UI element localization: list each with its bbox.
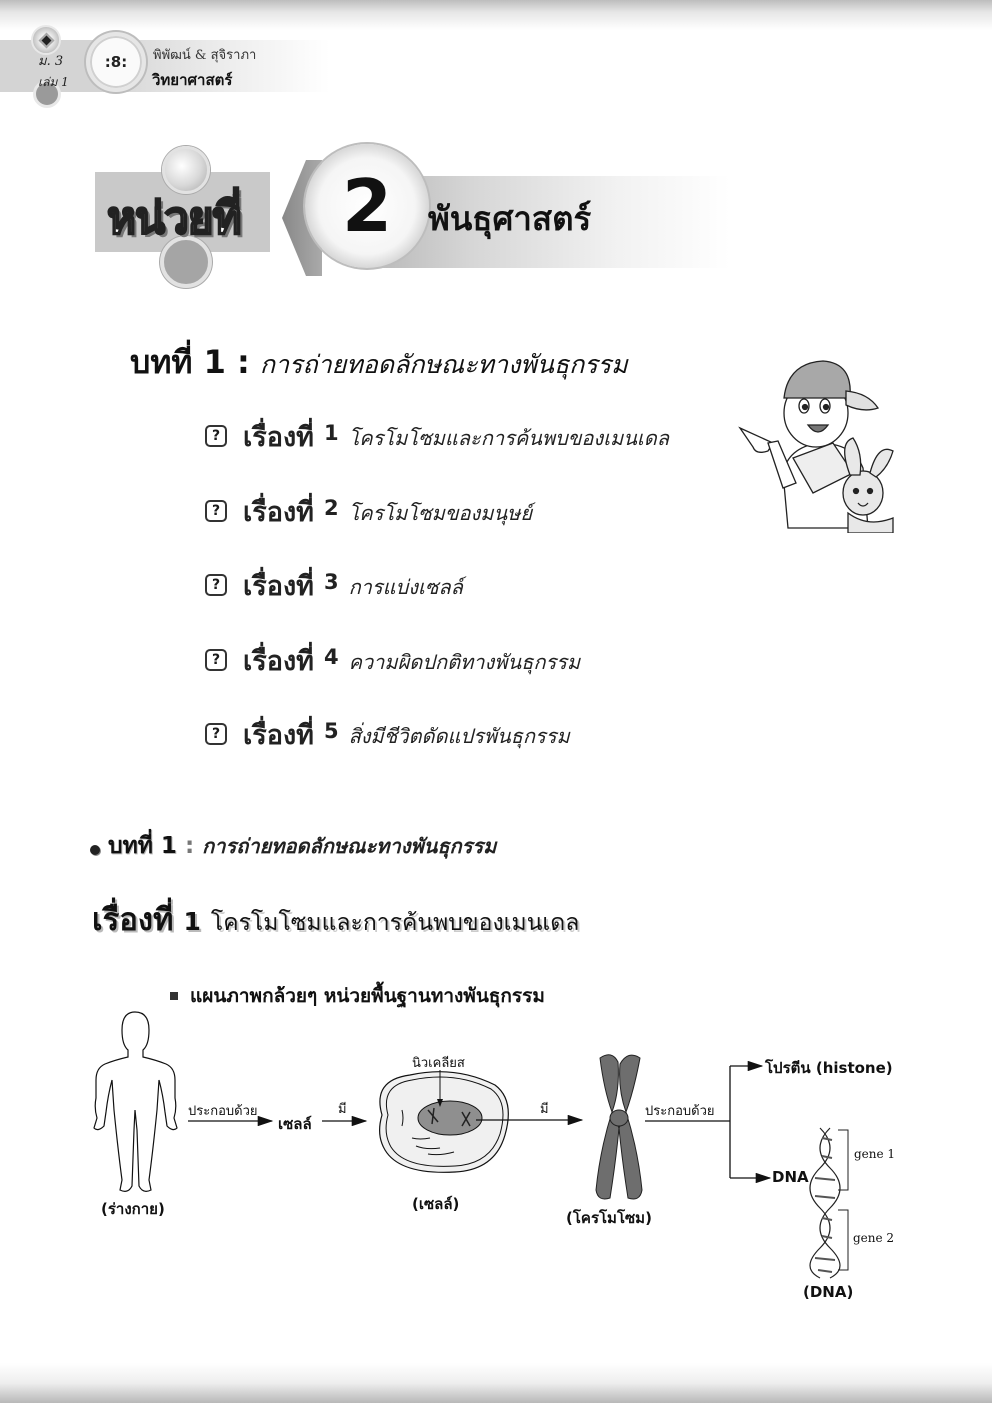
topic-item-4[interactable]	[205, 639, 669, 714]
topic-title: การแบ่งเซลล์	[348, 575, 463, 599]
gene2-label: gene 2	[853, 1231, 895, 1245]
section-chapter-title: การถ่ายทอดลักษณะทางพันธุกรรม	[202, 834, 497, 858]
topic-label: เรื่องที่	[243, 720, 314, 751]
topic-list	[205, 415, 669, 788]
dna-helix-icon	[810, 1128, 840, 1278]
grade-level: ม. 3	[38, 54, 64, 69]
topic-number: 1	[323, 421, 339, 445]
gene1-bracket	[838, 1130, 848, 1190]
topic-label: เรื่องที่	[243, 571, 314, 602]
unit-number: 2	[341, 164, 393, 248]
topic-item-2[interactable]	[205, 490, 669, 565]
topic-item-5[interactable]	[205, 713, 669, 788]
subject-title: วิทยาศาสตร์	[152, 71, 233, 89]
topic-label: เรื่องที่	[243, 422, 314, 453]
chapter-label: บทที่ 1 :	[130, 343, 250, 381]
chapter-heading	[130, 337, 628, 388]
page-top-shade	[0, 0, 992, 30]
topic-number: 5	[323, 719, 339, 743]
page-number: :8:	[86, 32, 146, 92]
dna-label: DNA	[772, 1168, 809, 1186]
page-bottom-shade	[0, 1363, 992, 1403]
protein-label: โปรตีน (histone)	[765, 1059, 893, 1077]
diamond-icon	[39, 33, 55, 49]
chromosome-caption: (โครโมโซม)	[566, 1209, 652, 1227]
cell-word: เซลล์	[278, 1115, 312, 1133]
arrow4-label: ประกอบด้วย	[645, 1104, 715, 1119]
cell-icon	[380, 1070, 509, 1172]
section-chapter-colon: :	[184, 833, 195, 859]
cell-caption: (เซลล์)	[412, 1195, 460, 1213]
topic-number: 2	[323, 495, 339, 520]
section-chapter-label: บทที่ 1	[108, 833, 177, 859]
topic-title: โครโมโซมและการค้นพบของเมนเดล	[348, 426, 669, 450]
question-icon: ?	[205, 500, 227, 522]
question-icon: ?	[205, 723, 227, 745]
unit-title: พันธุศาสตร์	[428, 199, 592, 238]
question-icon: ?	[205, 649, 227, 671]
chapter-title: การถ่ายทอดลักษณะทางพันธุกรรม	[259, 350, 628, 379]
arrow3-label: มี	[540, 1102, 549, 1117]
topic-label: เรื่องที่	[243, 496, 314, 528]
nucleus-label: นิวเคลียส	[412, 1056, 465, 1071]
question-icon: ?	[205, 574, 227, 596]
bullet-icon	[90, 845, 100, 855]
topic-item-1[interactable]	[205, 415, 669, 490]
human-body-icon	[94, 1012, 177, 1191]
topic-number: 3	[323, 570, 339, 594]
dna-caption: (DNA)	[803, 1283, 854, 1301]
section-topic-number: 1	[183, 907, 201, 936]
diagram-heading-text: แผนภาพกล้วยๆ หน่วยพื้นฐานทางพันธุกรรม	[190, 985, 545, 1007]
gene2-bracket	[838, 1210, 848, 1270]
topic-title: โครโมโซมของมนุษย์	[348, 500, 533, 525]
unit-number-circle	[305, 144, 429, 268]
chromosome-icon	[596, 1055, 642, 1199]
section-topic-title: โครโมโซมและการค้นพบของเมนเดล	[210, 910, 580, 936]
mascot-illustration	[728, 343, 908, 533]
body-caption: (ร่างกาย)	[101, 1200, 165, 1218]
arrow1-label: ประกอบด้วย	[188, 1104, 258, 1119]
topic-title: ความผิดปกติทางพันธุกรรม	[348, 649, 581, 674]
topic-title: สิ่งมีชีวิตดัดแปรพันธุกรรม	[348, 724, 570, 748]
section-topic-label: เรื่องที่	[92, 902, 174, 938]
arrow2-label: มี	[338, 1102, 347, 1117]
section-chapter-heading	[90, 828, 496, 864]
topic-label: เรื่องที่	[243, 645, 314, 677]
volume-number: เล่ม 1	[38, 75, 69, 89]
topic-number: 4	[323, 644, 339, 669]
authors: พิพัฒน์ & สุจิราภา	[153, 48, 257, 63]
square-bullet-icon	[170, 992, 178, 1000]
unit-label: หน่วยที่	[107, 193, 241, 244]
question-icon: ?	[205, 425, 227, 447]
diagram-heading	[170, 981, 545, 1011]
gene1-label: gene 1	[854, 1147, 896, 1161]
section-topic-heading	[92, 894, 579, 944]
topic-item-3[interactable]	[205, 564, 669, 639]
